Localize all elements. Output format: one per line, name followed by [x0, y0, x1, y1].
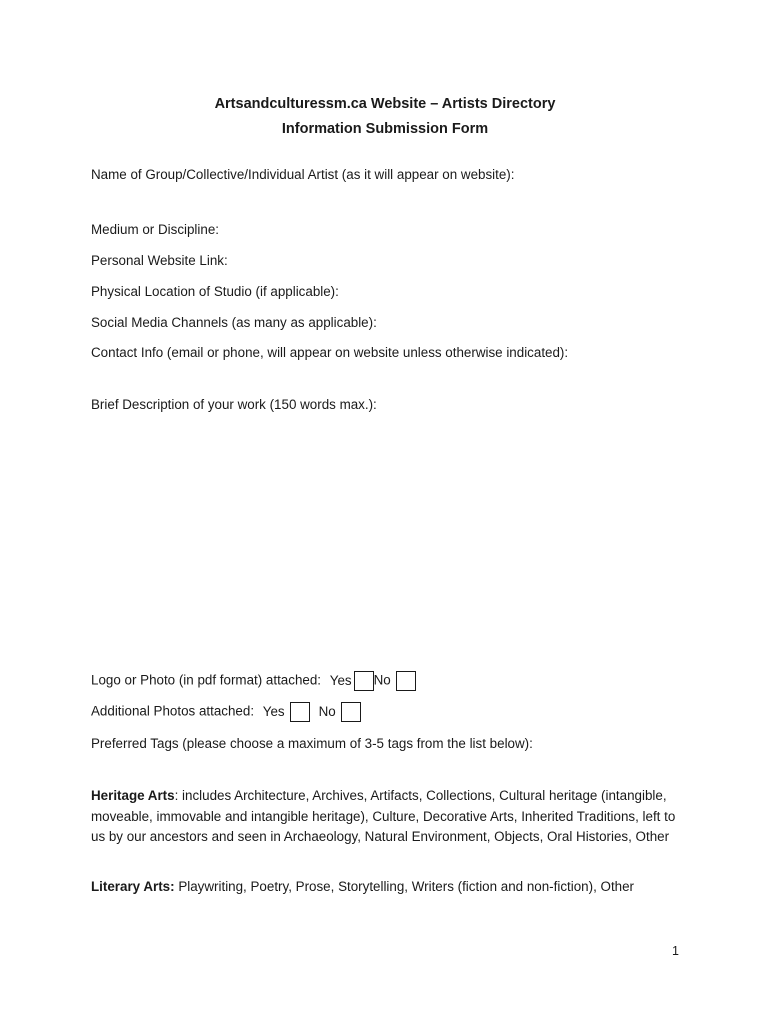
- heritage-arts-text: : includes Architecture, Archives, Artifacts, Collections, Cultural heritage (intangible, moveable, immovable and intangible heritage), Culture, Decorative Arts, Inherited Traditions, left to us by our ancestors and seen in Archaeology, Natural Environment, Objects, Oral Histories, Other: [91, 788, 676, 844]
- logo-no-label: No: [373, 672, 391, 688]
- photos-attached-row: [91, 702, 361, 722]
- form-title: Artsandculturessm.ca Website – Artists Directory: [214, 96, 556, 112]
- photos-yes-checkbox[interactable]: [290, 702, 310, 722]
- website-field-label: Personal Website Link:: [91, 253, 228, 268]
- location-field-label: Physical Location of Studio (if applicable):: [91, 284, 339, 299]
- page-number: 1: [672, 944, 679, 958]
- photos-yes-label: Yes: [262, 703, 285, 719]
- photos-no-label: No: [318, 703, 336, 719]
- heritage-arts-label: Heritage Arts: [91, 788, 175, 803]
- photos-attached-label: Additional Photos attached:: [91, 703, 255, 719]
- logo-no-checkbox[interactable]: [396, 671, 416, 691]
- contact-field-label: Contact Info (email or phone, will appear on website unless otherwise indicated):: [91, 345, 569, 360]
- literary-arts-text: Playwriting, Poetry, Prose, Storytelling, Writers (fiction and non-fiction), Other: [174, 879, 635, 894]
- literary-arts-paragraph: [91, 877, 681, 898]
- literary-arts-label: Literary Arts:: [91, 879, 175, 894]
- logo-attached-row: [91, 671, 416, 691]
- heritage-arts-paragraph: [91, 786, 681, 848]
- name-field-label: Name of Group/Collective/Individual Artist (as it will appear on website):: [91, 167, 515, 182]
- tags-prompt: Preferred Tags (please choose a maximum of 3-5 tags from the list below):: [91, 736, 533, 751]
- photos-no-checkbox[interactable]: [341, 702, 361, 722]
- social-field-label: Social Media Channels (as many as applicable):: [91, 315, 377, 330]
- logo-yes-checkbox[interactable]: [354, 671, 374, 691]
- medium-field-label: Medium or Discipline:: [91, 222, 219, 237]
- description-field-label: Brief Description of your work (150 words max.):: [91, 397, 377, 412]
- logo-attached-label: Logo or Photo (in pdf format) attached:: [91, 672, 322, 688]
- form-subtitle: Information Submission Form: [281, 121, 489, 137]
- logo-yes-label: Yes: [329, 672, 352, 688]
